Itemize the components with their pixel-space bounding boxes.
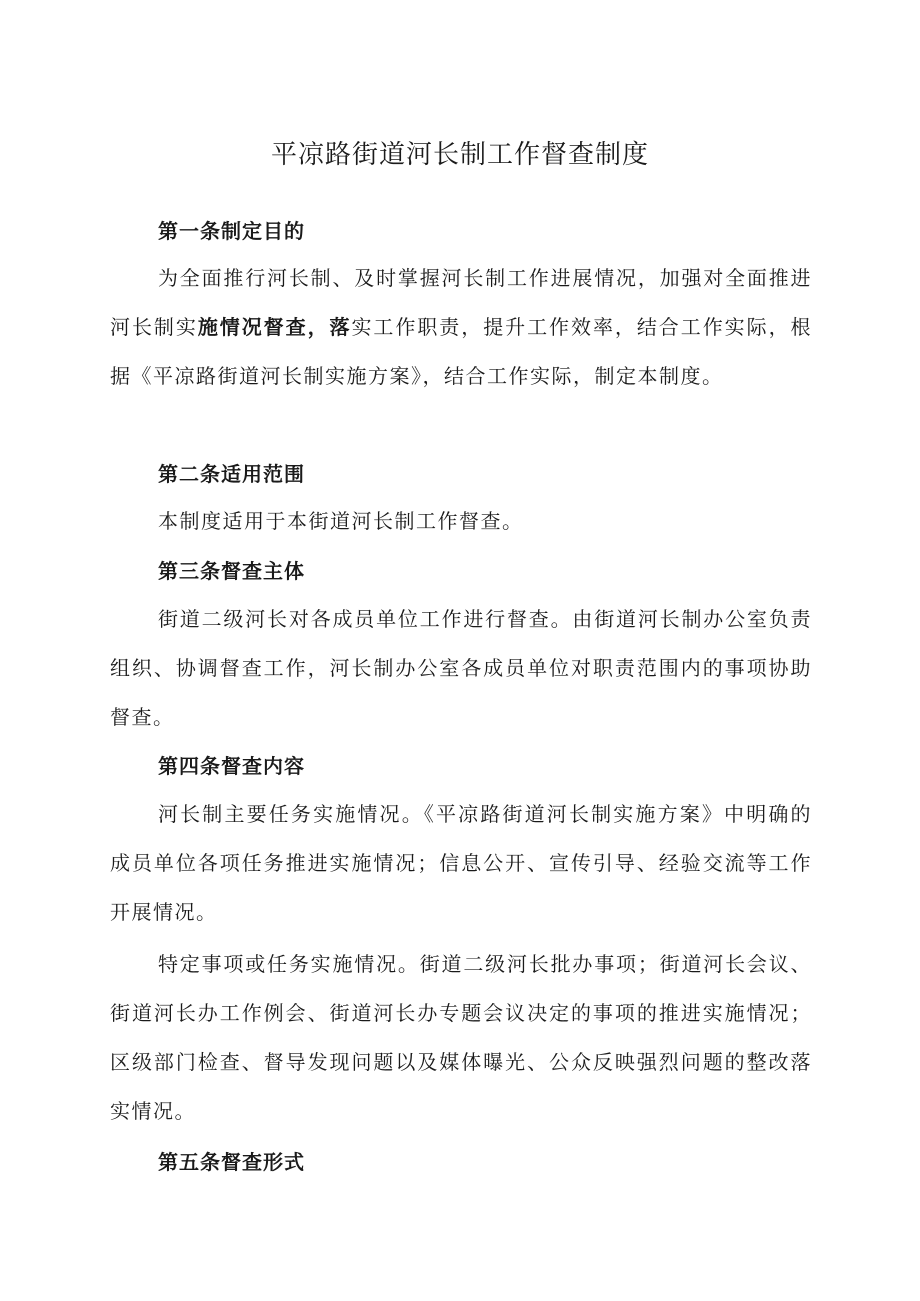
section-heading-3: 第三条督查主体 [158, 559, 305, 583]
section-heading-4: 第四条督查内容 [158, 754, 305, 778]
paragraph-text: 为全面推行河长制、及时掌握河长制工作进展情况，加强对全面推进河长制实 [110, 266, 812, 339]
document-title: 平凉路街道河长制工作督查制度 [270, 140, 649, 171]
section-heading-1: 第一条制定目的 [158, 219, 305, 243]
section-3-paragraph-1: 街道二级河长对各成员单位工作进行督查。由街道河长制办公室负责组织、协调督查工作，河长制办公室各成员单位对职责范围内的事项协助督查。 [110, 607, 812, 729]
section-heading-2: 第二条适用范围 [158, 462, 305, 486]
paragraph-bold-text: 施情况督查，落 [197, 315, 352, 339]
section-2-paragraph-1: 本制度适用于本街道河长制工作督查。 [158, 509, 524, 533]
section-heading-5: 第五条督查形式 [158, 1150, 305, 1174]
section-4-paragraph-1: 河长制主要任务实施情况。《平凉路街道河长制实施方案》中明确的成员单位各项任务推进实施情况；信息公开、宣传引导、经验交流等工作开展情况。 [110, 802, 812, 924]
paragraph-text: 实工作职责，提升工作效率，结合工作实际，根据《平凉路街道河长制实施方案》，结合工作实际，制定本制度。 [110, 315, 813, 388]
section-1-paragraph-1 [110, 254, 812, 401]
section-4-paragraph-2: 特定事项或任务实施情况。街道二级河长批办事项；街道河长会议、街道河长办工作例会、街道河长办专题会议决定的事项的推进实施情况；区级部门检查、督导发现问题以及媒体曝光、公众反映强烈问题的整改落实情况。 [110, 952, 812, 1123]
